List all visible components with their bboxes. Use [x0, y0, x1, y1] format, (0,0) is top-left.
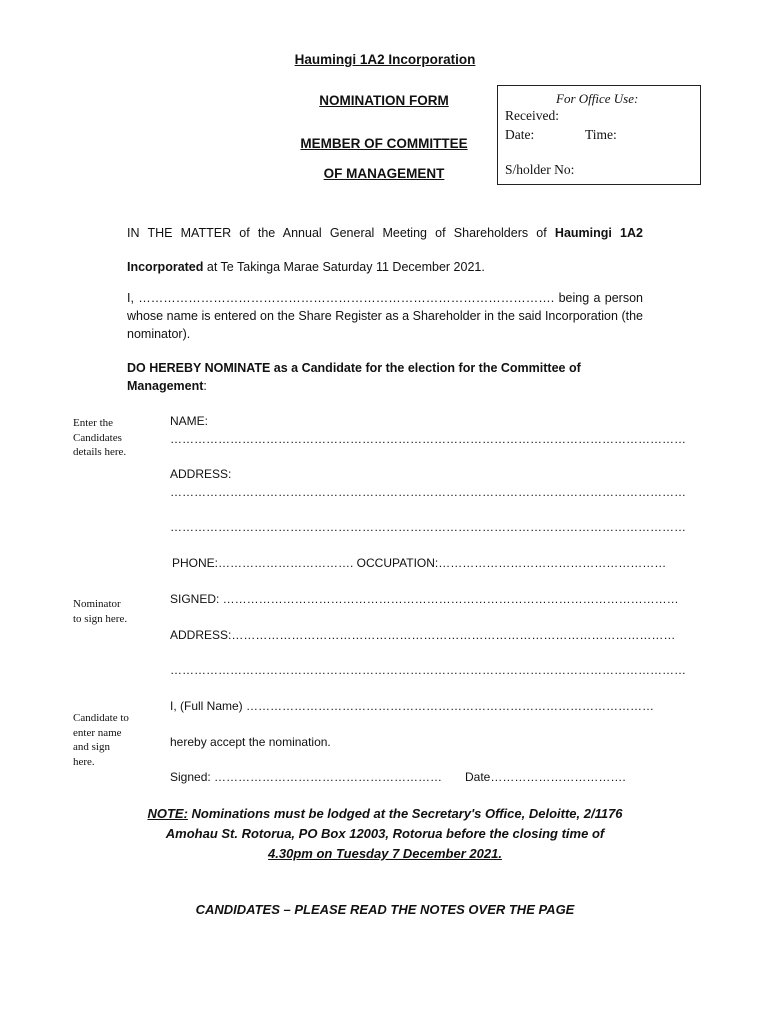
nominator-address-line[interactable]: ADDRESS:………………………………………………………………………………………………… — [170, 628, 676, 642]
nominator-paragraph: I, ………………………………………………………………………………………. being a person whose name is entered on the Share Register as a Shareholder in the said Incorporation (the nominator). — [127, 291, 643, 341]
candidate-signed-line[interactable]: Signed: ………………………………………………… — [170, 770, 443, 784]
form-title: NOMINATION FORM — [319, 93, 449, 108]
intro-paragraph — [127, 216, 643, 284]
intro-pre: IN THE MATTER of the Annual General Meeting of Shareholders of — [127, 226, 555, 240]
time-label: Time: — [585, 127, 617, 142]
nominate-heading-colon: : — [203, 379, 207, 393]
subtitle-member: MEMBER OF COMMITTEE — [300, 136, 468, 151]
note-line-1-text: Nominations must be lodged at the Secretary's Office, Deloitte, 2/1176 — [187, 806, 623, 821]
name-label: NAME: — [170, 414, 209, 428]
sholder-label: S/holder No: — [505, 162, 575, 177]
date-label: Date: — [505, 127, 535, 142]
intro-org-bold: Haumingi 1A2 Incorporated — [127, 226, 643, 274]
note-label: NOTE: — [147, 806, 188, 821]
intro-post: at Te Takinga Marae Saturday 11 December 2021. — [203, 260, 485, 274]
side-note-candidate-sign: Candidate to enter name and sign here. — [73, 712, 129, 768]
note-block — [100, 804, 670, 864]
name-line[interactable]: ………………………………………………………………………………………………………………… — [170, 432, 686, 446]
received-label: Received: — [505, 108, 559, 123]
nominate-heading — [127, 359, 597, 395]
office-use-box — [497, 85, 701, 185]
subtitle-management: OF MANAGEMENT — [323, 166, 445, 181]
org-title: Haumingi 1A2 Incorporation — [294, 52, 476, 67]
side-note-candidate-details: Enter the Candidates details here. — [73, 417, 127, 458]
address-line-1[interactable]: ………………………………………………………………………………………………………………… — [170, 485, 686, 499]
footer-notice: CANDIDATES – PLEASE READ THE NOTES OVER THE PAGE — [195, 902, 575, 917]
nominator-signed-line[interactable]: SIGNED: …………………………………………………………………………………………………… — [170, 592, 679, 606]
candidate-full-name-line[interactable]: I, (Full Name) ………………………………………………………………………………………… — [170, 699, 655, 713]
candidate-date-line[interactable]: Date……………………………. — [465, 770, 626, 784]
address-label: ADDRESS: — [170, 467, 232, 481]
side-note-nominator-sign: Nominator to sign here. — [73, 598, 128, 625]
nominator-address-line-2[interactable]: ………………………………………………………………………………………………………………… — [170, 663, 686, 677]
address-line-2[interactable]: ………………………………………………………………………………………………………………… — [170, 520, 686, 534]
nominate-heading-bold: DO HEREBY NOMINATE as a Candidate for the election for the Committee of Management — [127, 361, 581, 393]
office-use-heading: For Office Use: — [556, 91, 639, 106]
note-line-1 — [100, 804, 670, 824]
note-line-3: 4.30pm on Tuesday 7 December 2021. — [268, 846, 502, 861]
phone-occupation-line[interactable]: PHONE:……………………………. OCCUPATION:………………………………………………… — [172, 556, 667, 570]
note-line-2: Amohau St. Rotorua, PO Box 12003, Rotorua before the closing time of — [165, 826, 605, 841]
accept-nomination-text: hereby accept the nomination. — [170, 735, 331, 749]
